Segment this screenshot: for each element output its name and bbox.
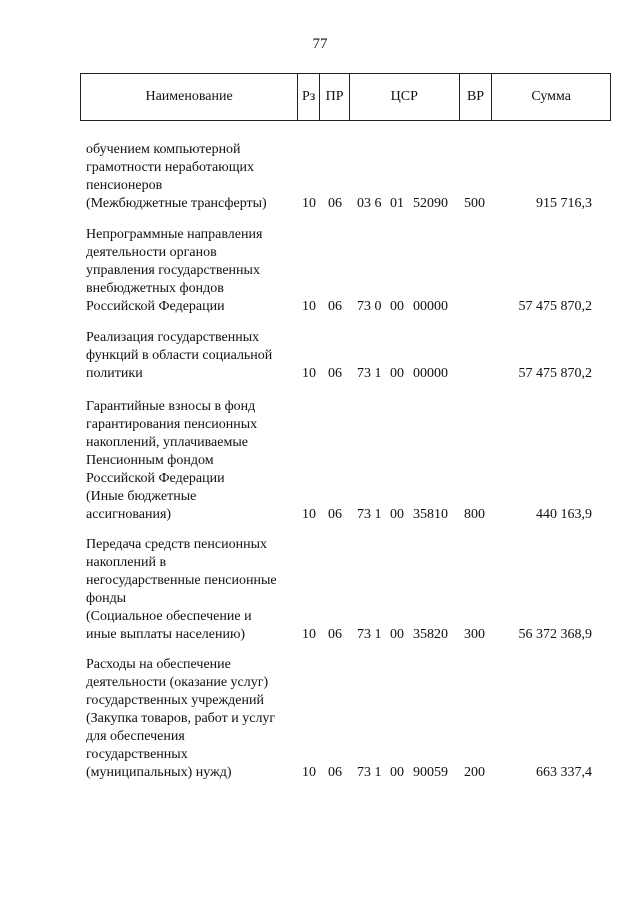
code-rz: 10	[302, 507, 316, 522]
code-rz: 10	[302, 299, 316, 314]
code-csr-program: 03 6	[357, 196, 382, 211]
row-name-line: иные выплаты населению)	[86, 627, 246, 642]
code-pr: 06	[328, 627, 342, 642]
row-name-line: государственных учреждений	[86, 693, 264, 708]
row-name-line: (Межбюджетные трансферты)	[86, 196, 267, 211]
code-csr-program: 73 1	[357, 507, 382, 522]
header-name: Наименование	[81, 74, 298, 120]
code-vr: 800	[464, 507, 485, 522]
code-csr-direction: 52090	[413, 196, 448, 211]
amount: 440 163,9	[536, 507, 592, 522]
row-name-line: Российской Федерации	[86, 299, 225, 314]
header-csr: ЦСР	[350, 74, 460, 120]
row-codes	[0, 365, 640, 383]
row-name-line: негосударственные пенсионные	[86, 573, 277, 588]
table-header	[80, 73, 611, 121]
code-csr-subprogram: 00	[390, 765, 404, 780]
code-csr-direction: 00000	[413, 299, 448, 314]
code-csr-subprogram: 01	[390, 196, 404, 211]
code-csr-program: 73 1	[357, 627, 382, 642]
amount: 915 716,3	[536, 196, 592, 211]
row-name-line: Непрограммные направления	[86, 227, 263, 242]
code-pr: 06	[328, 765, 342, 780]
row-name-line: Расходы на обеспечение	[86, 657, 231, 672]
code-rz: 10	[302, 366, 316, 381]
code-vr: 200	[464, 765, 485, 780]
code-rz: 10	[302, 765, 316, 780]
code-pr: 06	[328, 299, 342, 314]
code-csr-direction: 00000	[413, 366, 448, 381]
code-csr-program: 73 1	[357, 366, 382, 381]
header-sum: Сумма	[531, 89, 572, 104]
code-csr-subprogram: 00	[390, 299, 404, 314]
row-name-line: фонды	[86, 591, 127, 606]
code-vr: 300	[464, 627, 485, 642]
row-name-line: деятельности органов	[86, 245, 217, 260]
code-pr: 06	[328, 507, 342, 522]
row-name-line: управления государственных	[86, 263, 260, 278]
row-name-line: накоплений в	[86, 555, 167, 570]
row-name-line: грамотности неработающих	[86, 160, 255, 175]
code-csr-subprogram: 00	[390, 627, 404, 642]
row-name-line: государственных	[86, 747, 188, 762]
row-name-line: (муниципальных) нужд)	[86, 765, 232, 780]
row-codes	[0, 626, 640, 644]
code-csr-direction: 35820	[413, 627, 448, 642]
code-vr: 500	[464, 196, 485, 211]
code-rz: 10	[302, 196, 316, 211]
code-csr-direction: 90059	[413, 765, 448, 780]
row-name-line: гарантирования пенсионных	[86, 417, 258, 432]
row-name-line: Передача средств пенсионных	[86, 537, 267, 552]
row-name-line: внебюджетных фондов	[86, 281, 224, 296]
row-name-line: для обеспечения	[86, 729, 185, 744]
code-pr: 06	[328, 366, 342, 381]
row-name-line: Пенсионным фондом	[86, 453, 214, 468]
header-vr: ВР	[460, 74, 493, 120]
row-name-line: (Социальное обеспечение и	[86, 609, 252, 624]
row-name-line: ассигнования)	[86, 507, 172, 522]
row-name-line: (Закупка товаров, работ и услуг	[86, 711, 276, 726]
row-name-line: деятельности (оказание услуг)	[86, 675, 269, 690]
code-csr-subprogram: 00	[390, 507, 404, 522]
row-codes	[0, 764, 640, 782]
row-name-line: накоплений, уплачиваемые	[86, 435, 248, 450]
amount: 57 475 870,2	[518, 366, 592, 381]
amount: 56 372 368,9	[518, 627, 592, 642]
row-name-line: Гарантийные взносы в фонд	[86, 399, 256, 414]
row-name-line: политики	[86, 366, 143, 381]
code-pr: 06	[328, 196, 342, 211]
amount: 663 337,4	[536, 765, 592, 780]
amount: 57 475 870,2	[518, 299, 592, 314]
row-name-line: Российской Федерации	[86, 471, 225, 486]
row-name-line: пенсионеров	[86, 178, 163, 193]
row-codes	[0, 506, 640, 524]
header-rz: Рз	[298, 74, 320, 120]
page-number: 77	[312, 36, 328, 52]
row-name-line: (Иные бюджетные	[86, 489, 197, 504]
code-csr-program: 73 1	[357, 765, 382, 780]
row-name-line: функций в области социальной	[86, 348, 273, 363]
row-name-line: обучением компьютерной	[86, 142, 241, 157]
row-name-line: Реализация государственных	[86, 330, 260, 345]
code-csr-program: 73 0	[357, 299, 382, 314]
code-csr-direction: 35810	[413, 507, 448, 522]
code-rz: 10	[302, 627, 316, 642]
header-pr: ПР	[320, 74, 350, 120]
row-codes	[0, 195, 640, 213]
code-csr-subprogram: 00	[390, 366, 404, 381]
row-codes	[0, 298, 640, 316]
